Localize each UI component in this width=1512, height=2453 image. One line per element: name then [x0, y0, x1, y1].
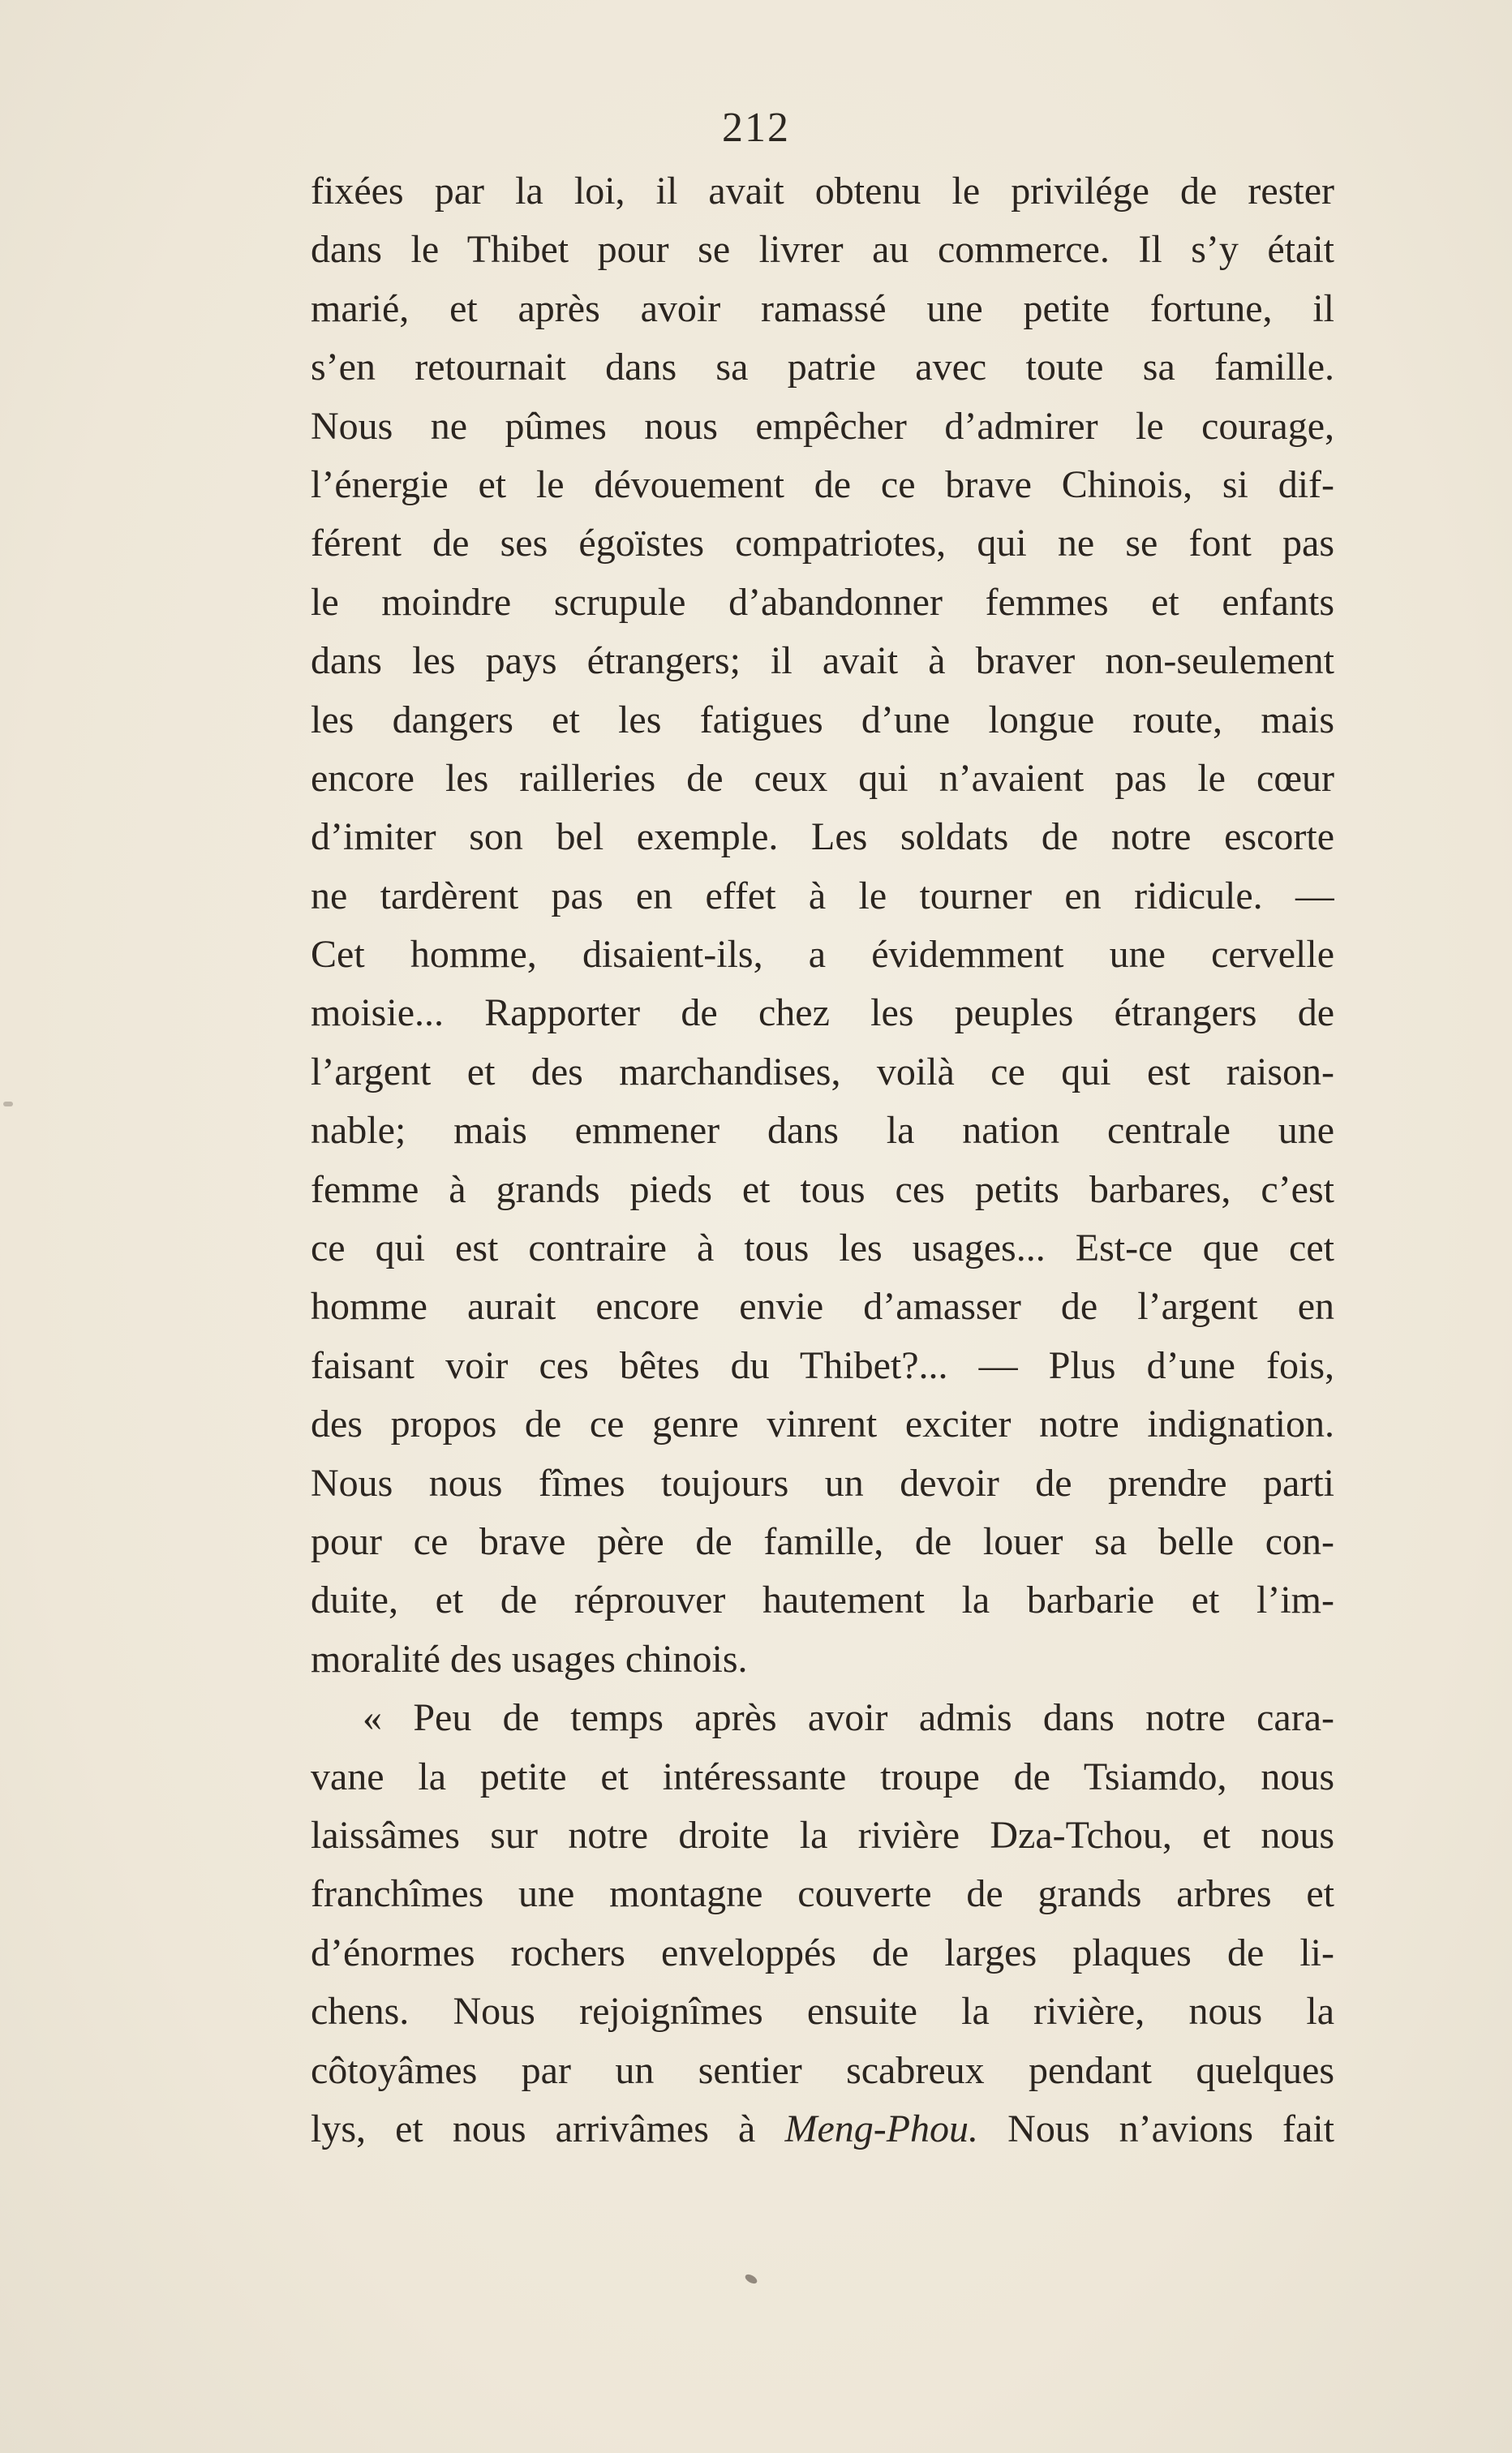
- text-line: s’en retournait dans sa patrie avec toute sa famille.: [311, 346, 1334, 389]
- body-text: [311, 162, 1334, 2159]
- text-line: ne tardèrent pas en effet à le tourner en ridicule. —: [311, 874, 1334, 917]
- text-line: le moindre scrupule d’abandonner femmes et enfants: [311, 580, 1334, 624]
- page-number: 212: [722, 105, 790, 151]
- paragraph-start-line: « Peu de temps après avoir admis dans notre cara-: [363, 1696, 1334, 1740]
- text-line: marié, et après avoir ramassé une petite fortune, il: [311, 286, 1334, 330]
- text-line: moisie... Rapporter de chez les peuples étrangers de: [311, 991, 1334, 1035]
- text-line: pour ce brave père de famille, de louer sa belle con-: [311, 1519, 1334, 1563]
- text-line: dans les pays étrangers; il avait à braver non-seulement: [311, 639, 1334, 683]
- text-line: ce qui est contraire à tous les usages... Est-ce que cet: [311, 1226, 1334, 1270]
- text-segment: Nous n’avions fait: [978, 2107, 1334, 2150]
- text-line: des propos de ce genre vinrent exciter notre indignation.: [311, 1403, 1334, 1446]
- text-line: laissâmes sur notre droite la rivière Dza-Tchou, et nous: [311, 1813, 1334, 1857]
- text-line: vane la petite et intéressante troupe de Tsiamdo, nous: [311, 1755, 1334, 1798]
- text-line: Nous ne pûmes nous empêcher d’admirer le courage,: [311, 404, 1334, 448]
- text-line: dans le Thibet pour se livrer au commerce. Il s’y était: [311, 228, 1334, 272]
- text-line: faisant voir ces bêtes du Thibet?... — Plus d’une fois,: [311, 1343, 1334, 1387]
- text-line: franchîmes une montagne couverte de grands arbres et: [311, 1872, 1334, 1916]
- text-line: férent de ses égoïstes compatriotes, qui ne se font pas: [311, 522, 1334, 565]
- text-line: nable; mais emmener dans la nation centrale une: [311, 1109, 1334, 1153]
- text-line: d’énormes rochers enveloppés de larges plaques de li-: [311, 1931, 1334, 1974]
- edge-mark: [3, 1102, 13, 1106]
- text-line: côtoyâmes par un sentier scabreux pendant quelques: [311, 2048, 1334, 2092]
- ink-speck: [744, 2273, 758, 2286]
- text-line: homme aurait encore envie d’amasser de l’argent en: [311, 1285, 1334, 1329]
- text-line: Cet homme, disaient-ils, a évidemment une cervelle: [311, 933, 1334, 977]
- text-line: femme à grands pieds et tous ces petits barbares, c’est: [311, 1167, 1334, 1211]
- place-name: Meng-Phou.: [784, 2107, 979, 2150]
- text-line: duite, et de réprouver hautement la barbarie et l’im-: [311, 1579, 1334, 1622]
- text-line: encore les railleries de ceux qui n’avaient pas le cœur: [311, 756, 1334, 800]
- text-line-with-place-name: [311, 2100, 1334, 2159]
- text-line: d’imiter son bel exemple. Les soldats de notre escorte: [311, 815, 1334, 859]
- text-line: l’argent et des marchandises, voilà ce qui est raison-: [311, 1050, 1334, 1093]
- paragraph-end-line: moralité des usages chinois.: [311, 1637, 748, 1681]
- text-line: les dangers et les fatigues d’une longue route, mais: [311, 698, 1334, 741]
- text-segment: lys, et nous arrivâmes à: [311, 2107, 785, 2150]
- text-line: Nous nous fîmes toujours un devoir de prendre parti: [311, 1461, 1334, 1505]
- text-line: l’énergie et le dévouement de ce brave Chinois, si dif-: [311, 462, 1334, 506]
- text-line: fixées par la loi, il avait obtenu le privilége de rester: [311, 170, 1334, 213]
- text-line: chens. Nous rejoignîmes ensuite la rivière, nous la: [311, 1990, 1334, 2034]
